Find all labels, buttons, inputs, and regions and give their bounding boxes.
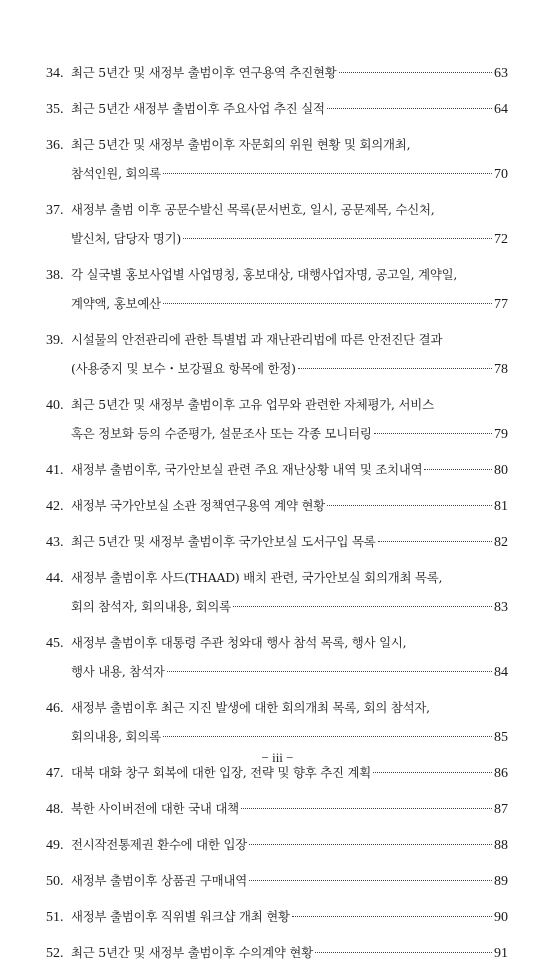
toc-entry-line (46, 938, 508, 967)
dot-leader (315, 952, 492, 953)
toc-entry (46, 390, 508, 448)
toc-entry-line (46, 866, 508, 895)
toc-entry (46, 58, 508, 87)
toc-entry-title: 발신처, 담당자 명기) (71, 231, 182, 246)
toc-entry-number: 37. (46, 203, 64, 218)
toc-entry (46, 830, 508, 859)
toc-entry-title: 최근 5년간 및 새정부 출범이후 고유 업무와 관련한 자체평가, 서비스 (71, 397, 434, 412)
toc-entry (46, 938, 508, 967)
toc-entry-line (46, 722, 508, 751)
toc-entry-line (46, 693, 508, 722)
toc-entry (46, 563, 508, 621)
toc-entry-line (46, 260, 508, 289)
toc-entry-number: 36. (46, 138, 64, 153)
dot-leader (233, 606, 492, 607)
toc-entry-title: 회의 참석자, 회의내용, 회의록 (71, 599, 231, 614)
dot-leader (339, 72, 492, 73)
toc-entry-line (46, 830, 508, 859)
toc-entry-page-number: 72 (494, 232, 508, 247)
toc-entry-page-number: 91 (494, 946, 508, 961)
toc-entry (46, 527, 508, 556)
dot-leader (378, 541, 492, 542)
toc-entry-line (46, 491, 508, 520)
toc-entry-title: 참석인원, 회의록 (71, 166, 161, 181)
dot-leader (327, 108, 492, 109)
toc-entry-title: 회의내용, 회의록 (71, 729, 161, 744)
toc-entry-number: 34. (46, 66, 64, 81)
toc-entry-title: 새정부 출범이후 상품권 구매내역 (71, 873, 247, 888)
toc-entry-page-number: 63 (494, 66, 508, 81)
toc-entry-number: 43. (46, 535, 64, 550)
toc-entry (46, 693, 508, 751)
toc-entry-page-number: 81 (494, 499, 508, 514)
toc-entry-page-number: 70 (494, 167, 508, 182)
toc-entry-page-number: 87 (494, 802, 508, 817)
toc-entry-number: 38. (46, 268, 64, 283)
toc-entry-line (46, 130, 508, 159)
toc-entry-page-number: 83 (494, 600, 508, 615)
dot-leader (163, 736, 492, 737)
toc-entry-page-number: 82 (494, 535, 508, 550)
toc-entry-number: 41. (46, 463, 64, 478)
page-number-footer: − iii − (261, 750, 294, 765)
toc-entry-page-number: 80 (494, 463, 508, 478)
toc-entry-number: 44. (46, 571, 64, 586)
toc-entry-number: 42. (46, 499, 64, 514)
toc-entry (46, 94, 508, 123)
toc-entry (46, 260, 508, 318)
toc-entry-line (46, 527, 508, 556)
toc-entry-number: 49. (46, 838, 64, 853)
dot-leader (292, 916, 492, 917)
toc-entry (46, 866, 508, 895)
toc-entry-page-number: 85 (494, 730, 508, 745)
toc-entry-title: 행사 내용, 참석자 (71, 664, 165, 679)
toc-entry-title: 최근 5년간 및 새정부 출범이후 수의계약 현황 (71, 945, 313, 960)
toc-entry-number: 52. (46, 946, 64, 961)
toc-entry-number: 39. (46, 333, 64, 348)
toc-entry-line (46, 657, 508, 686)
toc-entry-line (46, 563, 508, 592)
toc-entry-title: 새정부 출범이후 직위별 워크샵 개최 현황 (71, 909, 290, 924)
toc-entry-title: (사용중지 및 보수・보강필요 항목에 한정) (71, 361, 296, 376)
toc-entry-number: 47. (46, 766, 64, 781)
toc-entry (46, 130, 508, 188)
dot-leader (241, 808, 492, 809)
toc-entry-title: 북한 사이버전에 대한 국내 대책 (71, 801, 239, 816)
dot-leader (374, 433, 492, 434)
toc-entry-page-number: 64 (494, 102, 508, 117)
toc-entry (46, 195, 508, 253)
toc-entry-line (46, 325, 508, 354)
toc-entry-line (46, 289, 508, 318)
toc-entry-line (46, 902, 508, 931)
dot-leader (298, 368, 492, 369)
toc-entry-number: 35. (46, 102, 64, 117)
toc-entry-number: 50. (46, 874, 64, 889)
toc-entry-line (46, 455, 508, 484)
dot-leader (424, 469, 492, 470)
toc-entry-page-number: 88 (494, 838, 508, 853)
toc-entry-title: 시설물의 안전관리에 관한 특별법 과 재난관리법에 따른 안전진단 결과 (71, 332, 443, 347)
toc-entry-title: 새정부 출범이후 대통령 주관 청와대 행사 참석 목록, 행사 일시, (71, 635, 407, 650)
toc-entry-title: 계약액, 홍보예산 (71, 296, 161, 311)
toc-entry-title: 새정부 출범이후, 국가안보실 관련 주요 재난상황 내역 및 조치내역 (71, 462, 423, 477)
toc-entry-page-number: 79 (494, 427, 508, 442)
toc-entry-line (46, 592, 508, 621)
dot-leader (373, 772, 492, 773)
toc-entry-line (46, 628, 508, 657)
toc-entry (46, 902, 508, 931)
toc-entry-title: 새정부 출범이후 최근 지진 발생에 대한 회의개최 목록, 회의 참석자, (71, 700, 430, 715)
toc-entry-number: 48. (46, 802, 64, 817)
toc-entry (46, 491, 508, 520)
toc-entry-title: 혹은 정보화 등의 수준평가, 설문조사 또는 각종 모니터링 (71, 426, 372, 441)
toc-entry-number: 40. (46, 398, 64, 413)
toc-entry (46, 325, 508, 383)
toc-entry-number: 51. (46, 910, 64, 925)
toc-entry (46, 455, 508, 484)
dot-leader (163, 303, 492, 304)
toc-entry-page-number: 86 (494, 766, 508, 781)
toc-entry-page-number: 78 (494, 362, 508, 377)
toc-entry-page-number: 90 (494, 910, 508, 925)
toc-entry-title: 최근 5년간 새정부 출범이후 주요사업 추진 실적 (71, 101, 325, 116)
toc-entry (46, 794, 508, 823)
toc-entry-title: 대북 대화 창구 회복에 대한 입장, 전략 및 향후 추진 계획 (71, 765, 372, 780)
toc-entry (46, 628, 508, 686)
toc-entry-line (46, 224, 508, 253)
toc-entry-number: 45. (46, 636, 64, 651)
toc-entry-title: 새정부 출범이후 사드(THAAD) 배치 관련, 국가안보실 회의개최 목록, (71, 570, 443, 585)
toc-entry-line (46, 58, 508, 87)
toc-entry-number: 46. (46, 701, 64, 716)
toc-entry-page-number: 77 (494, 297, 508, 312)
toc-entry-title: 최근 5년간 및 새정부 출범이후 국가안보실 도서구입 목록 (71, 534, 376, 549)
toc-entry-line (46, 419, 508, 448)
toc-entry-title: 새정부 국가안보실 소관 정책연구용역 계약 현황 (71, 498, 326, 513)
table-of-contents (46, 58, 508, 974)
toc-entry-title: 각 실국별 홍보사업별 사업명칭, 홍보대상, 대행사업자명, 공고일, 계약일, (71, 267, 458, 282)
toc-entry-line (46, 195, 508, 224)
toc-entry-title: 새정부 출범 이후 공문수발신 목록(문서번호, 일시, 공문제목, 수신처, (71, 202, 435, 217)
toc-entry-title: 전시작전통제권 환수에 대한 입장 (71, 837, 247, 852)
toc-entry-line (46, 794, 508, 823)
toc-entry-page-number: 84 (494, 665, 508, 680)
dot-leader (249, 880, 492, 881)
toc-entry-title: 최근 5년간 및 새정부 출범이후 자문회의 위원 현황 및 회의개최, (71, 137, 411, 152)
dot-leader (249, 844, 492, 845)
toc-entry-line (46, 94, 508, 123)
toc-entry-page-number: 89 (494, 874, 508, 889)
dot-leader (167, 671, 492, 672)
toc-entry-title: 최근 5년간 및 새정부 출범이후 연구용역 추진현황 (71, 65, 337, 80)
dot-leader (327, 505, 492, 506)
dot-leader (163, 173, 492, 174)
toc-entry-line (46, 354, 508, 383)
toc-entry-line (46, 159, 508, 188)
dot-leader (183, 238, 492, 239)
toc-entry-line (46, 390, 508, 419)
